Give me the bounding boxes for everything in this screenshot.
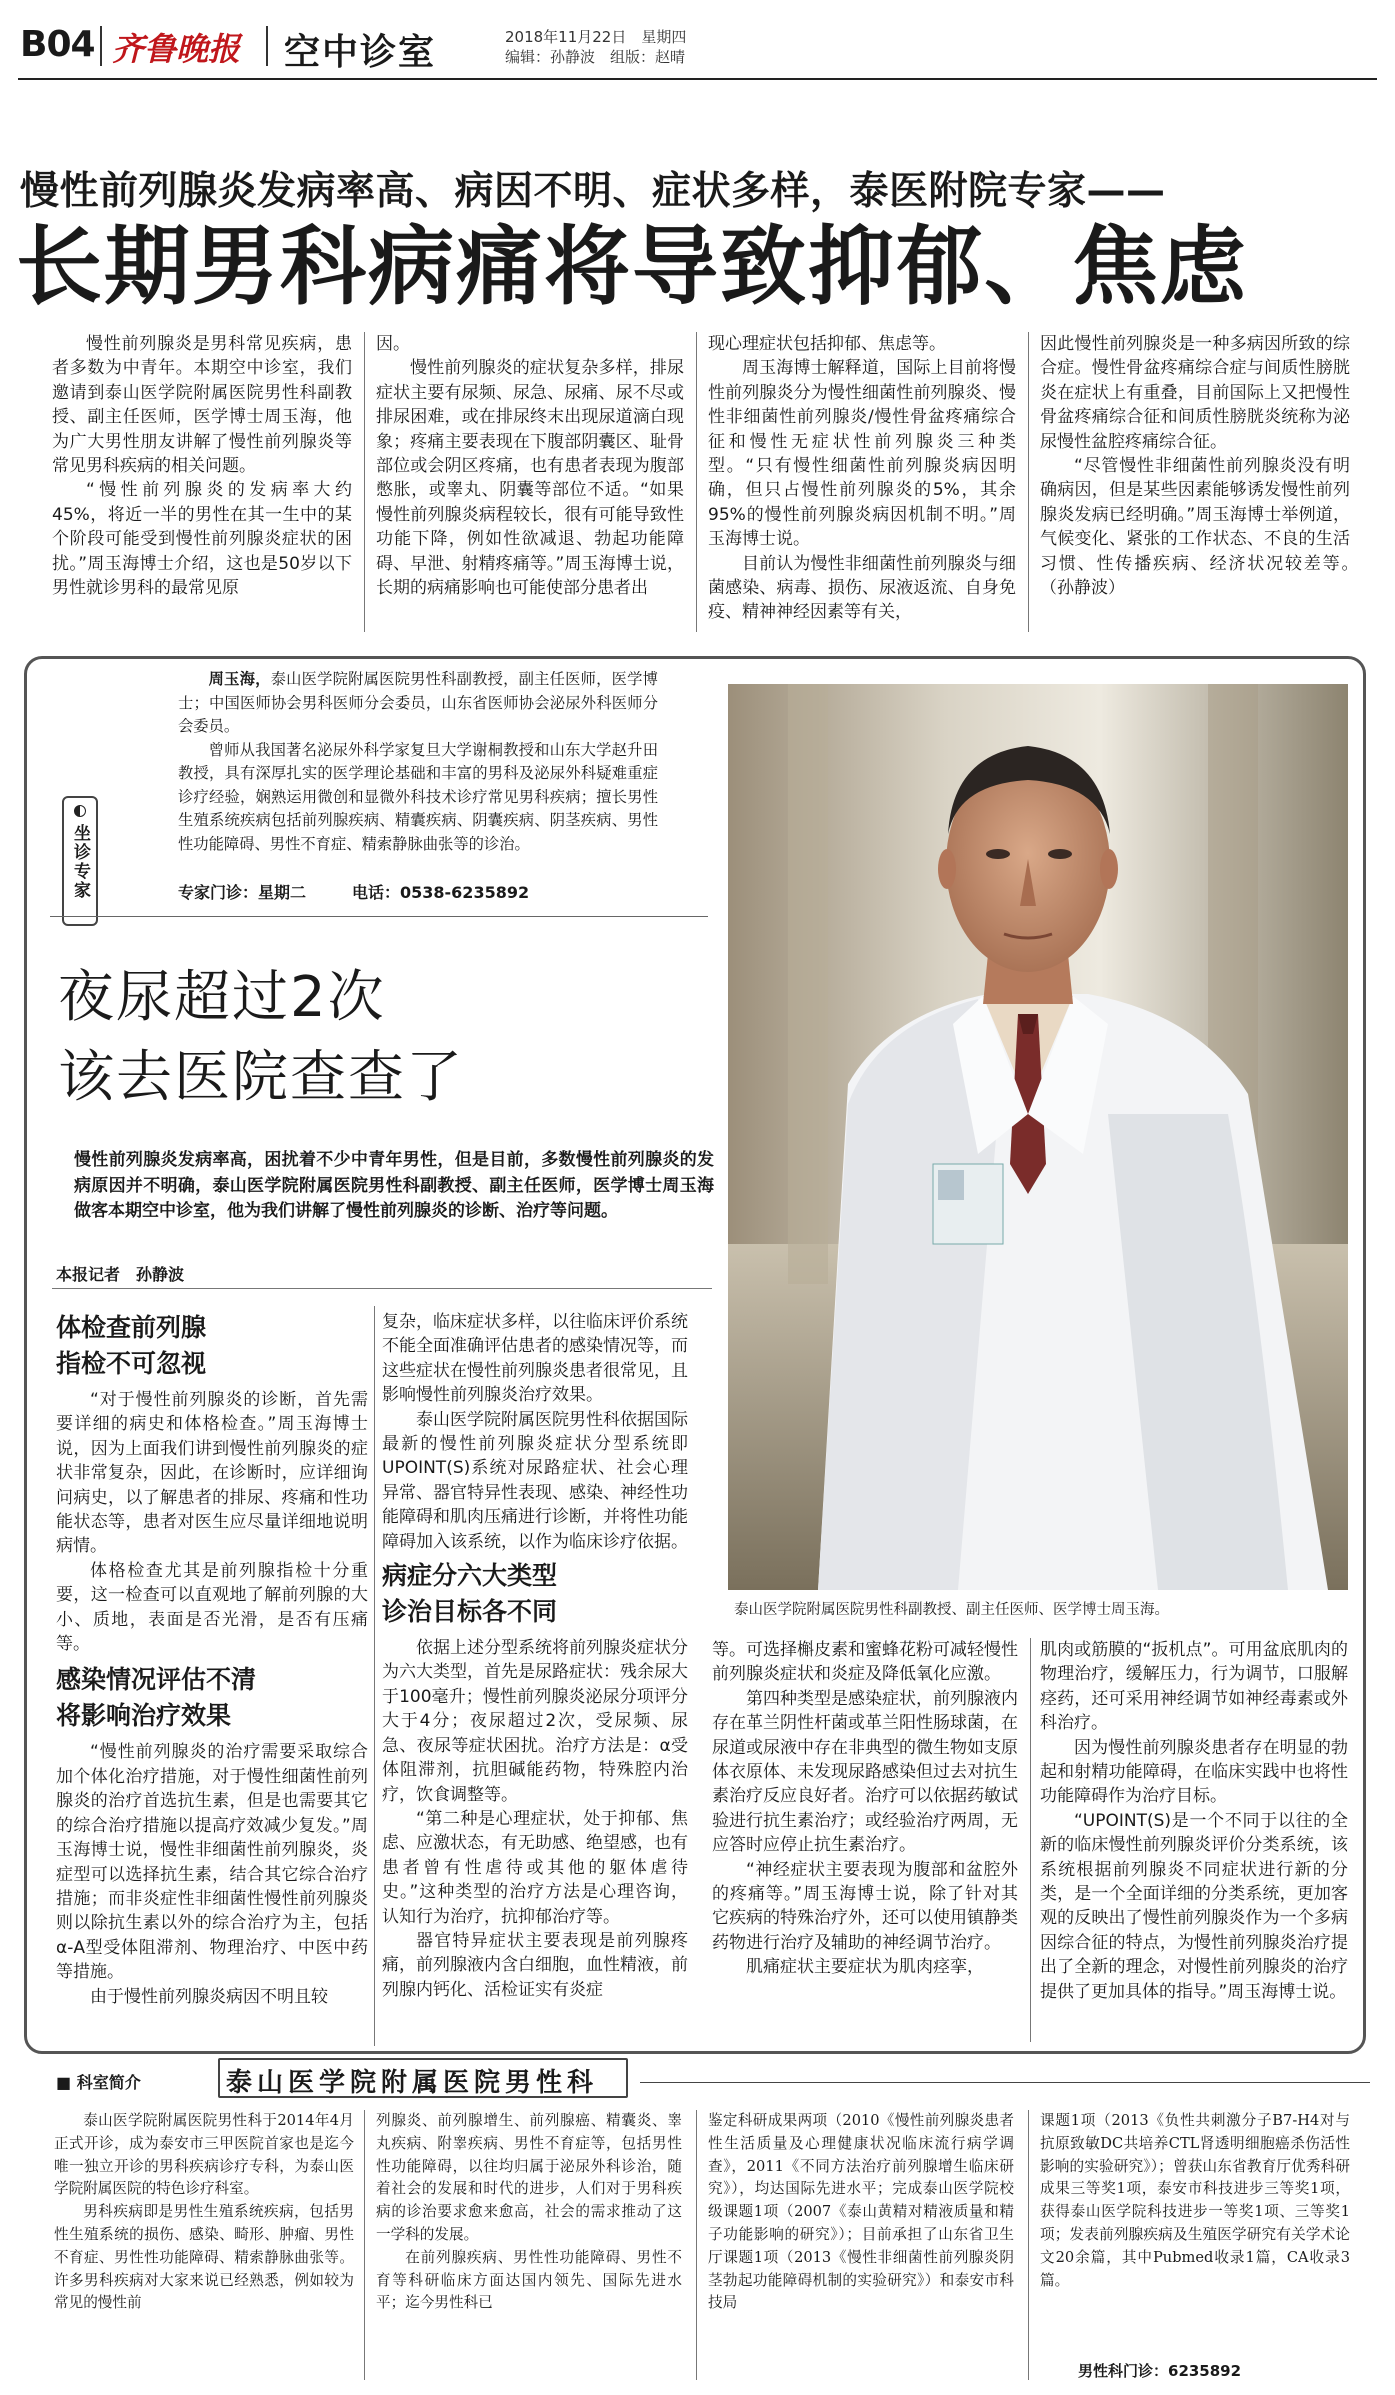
paragraph: “对于慢性前列腺炎的诊断，首先需要详细的病史和体格检查。”周玉海博士说，因为上面我们讲到慢性前列腺炎的症状非常复杂，因此，在诊断时，应详细询问病史，以了解患者的排尿、疼痛和性功能状态等，患者对医生应尽量详细地说明病情。 xyxy=(56,1390,368,1557)
paragraph: “UPOINT(S)是一个不同于以往的全新的临床慢性前列腺炎评价分类系统，该系统根据前列腺炎不同症状进行新的分类，是一个全面详细的分类系统，更加客观的反映出了慢性前列腺炎作为一个多病因综合征的特点，为慢性前列腺炎治疗提出了全新的理念，对慢性前列腺炎的治疗提供了更加具体的指导。”周玉海博士说。 xyxy=(1040,1810,1348,2002)
paragraph: “慢性前列腺炎的治疗需要采取综合加个体化治疗措施，对于慢性细菌性前列腺炎的治疗首选抗生素，但是也需要其它的综合治疗措施以提高疗效减少复发。”周玉海博士说，慢性非细菌性前列腺炎，炎症型可以选择抗生素，结合其它综合治疗措施；而非炎症性非细菌性慢性前列腺炎则以除抗生素以外的综合治疗为主，包括α-A型受体阻滞剂、物理治疗、中医中药等措施。 xyxy=(56,1742,368,1983)
paragraph: “慢性前列腺炎的发病率大约45%，将近一半的男性在其一生中的某个阶段可能受到慢性前列腺炎症状的困扰。”周玉海博士介绍，这也是50岁以下男性就诊男科的最常见原 xyxy=(52,480,352,599)
newspaper-logo: 齐鲁晚报 xyxy=(112,30,241,68)
paragraph: 慢性前列腺炎的症状复杂多样，排尿症状主要有尿频、尿急、尿痛、尿不尽或排尿困难，或在排尿终末出现尿道滴白现象；疼痛主要表现在下腹部阴囊区、耻骨部位或会阴区疼痛，也有患者表现为腹部憋胀，或睾丸、阴囊等部位不适。“如果慢性前列腺炎病程较长，很有可能导致性功能下降，例如性欲减退、勃起功能障碍、早泄、射精疼痛等。”周玉海博士说，长期的病痛影响也可能使部分患者出 xyxy=(376,358,684,599)
paragraph: 课题1项（2013《负性共刺激分子B7-H4对与抗原致敏DC共培养CTL肾透明细胞癌杀伤活性影响的实验研究》）；曾获山东省教育厅优秀科研成果三等奖1项，泰安市科技进步三等奖1项，获得泰山医学院科技进步一等奖1项、三等奖1项；发表前列腺疾病及生殖医学研究有关学术论文20余篇，其中Pubmed收录1篇，CA收录3篇。 xyxy=(1040,2112,1350,2289)
column-rule xyxy=(1030,1638,1031,2042)
feature-column-3 xyxy=(712,1638,1018,2050)
masthead-divider xyxy=(266,26,268,66)
paragraph: 周玉海博士解释道，国际上目前将慢性前列腺炎分为慢性细菌性前列腺炎、慢性非细菌性前列腺炎/慢性骨盆疼痛综合征和慢性无症状性前列腺炎三种类型。“只有慢性细菌性前列腺炎病因明确，但只占慢性前列腺炎的5%，其余95%的慢性前列腺炎病因机制不明。”周玉海博士说。 xyxy=(708,358,1016,550)
paragraph: 列腺炎、前列腺增生、前列腺癌、精囊炎、睾丸疾病、附睾疾病、男性不育症等，包括男性性功能障碍，以往均归属于泌尿外科诊治，随着社会的发展和时代的进步，人们对于男科疾病的诊治要求愈来愈高，社会的需求推动了这一学科的发展。 xyxy=(376,2112,682,2243)
paragraph: “尽管慢性非细菌性前列腺炎没有明确病因，但是某些因素能够诱发慢性前列腺炎发病已经明确。”周玉海博士举例道，气候变化、紧张的工作状态、不良的生活习惯、性传播疾病、经济状况较差等。 （孙静波） xyxy=(1040,456,1384,599)
paragraph: 器官特异症状主要表现是前列腺疼痛，前列腺液内含白细胞，血性精液，前列腺内钙化、活检证实有炎症 xyxy=(382,1930,688,2000)
doctor-photo xyxy=(728,684,1348,1590)
column-rule xyxy=(364,2110,365,2380)
feature-column-2 xyxy=(382,1310,688,2050)
bio-rule xyxy=(50,916,708,917)
subheading-line: 指检不可忽视 xyxy=(56,1349,207,1378)
department-column-2 xyxy=(376,2110,682,2382)
photo-caption: 泰山医学院附属医院男性科副教授、副主任医师、医学博士周玉海。 xyxy=(734,1602,1169,1618)
department-title: 泰山医学院附属医院男性科 xyxy=(226,2068,599,2098)
paragraph: 因此慢性前列腺炎是一种多病因所致的综合症。慢性骨盆疼痛综合症与间质性膀胱炎在症状上有重叠，目前国际上又把慢性骨盆疼痛综合征和间质性膀胱炎统称为泌尿慢性盆腔疼痛综合征。 xyxy=(1040,334,1350,452)
paragraph: 泰山医学院附属医院男性科依据国际最新的慢性前列腺炎症状分型系统即UPOINT(S)系统对尿路症状、社会心理异常、器官特异性表现、感染、神经性功能障碍和肌肉压痛进行诊断，并将性功能障碍加入该系统，以作为临床诊疗依据。 xyxy=(382,1409,688,1552)
page-number: B04 xyxy=(20,24,95,65)
subheading-line: 将影响治疗效果 xyxy=(56,1701,232,1731)
feature-column-4 xyxy=(1040,1638,1348,2050)
paragraph: 肌痛症状主要症状为肌肉痉挛， xyxy=(746,1957,984,1978)
feature-headline-line-1: 夜尿超过2次 xyxy=(58,965,386,1030)
department-rule xyxy=(640,2082,1370,2083)
doctor-name: 周玉海， xyxy=(208,670,271,688)
headline-kicker: 慢性前列腺炎发病率高、病因不明、症状多样，泰医附院专家—— xyxy=(20,169,1166,214)
department-column-1 xyxy=(54,2110,354,2382)
subheading xyxy=(382,1558,688,1630)
expert-sidebar-label xyxy=(62,796,98,926)
doctor-bio xyxy=(178,668,658,856)
column-rule xyxy=(1028,2110,1029,2380)
byline-rule xyxy=(52,1288,712,1289)
paragraph: 鉴定科研成果两项（2010《慢性前列腺炎患者性生活质量及心理健康状况临床流行病学调查》，2011《不同方法治疗前列腺增生临床研究》），均达国际先进水平；完成泰山医学院校级课题1项（2007《泰山黄精对精液质量和精子功能影响的研究》）；目前承担了山东省卫生厅课题1项（2013《慢性非细菌性前列腺炎阴茎勃起功能障碍机制的实验研究》）和泰安市科技局 xyxy=(708,2112,1014,2312)
feature-column-1 xyxy=(56,1310,368,2050)
paragraph: 由于慢性前列腺炎病因不明且较 xyxy=(90,1986,328,2007)
top-story-column-4 xyxy=(1040,332,1384,644)
paragraph: 第四种类型是感染症状，前列腺液内存在革兰阴性杆菌或革兰阳性肠球菌，在尿道或尿液中存在非典型的微生物如支原体衣原体、未发现尿路感染但过去对抗生素治疗反应良好者。治疗可以依据药敏试验进行抗生素治疗；或经验治疗两周，无应答时应停止抗生素治疗。 xyxy=(712,1688,1018,1856)
subheading-line: 病症分六大类型 xyxy=(382,1561,558,1591)
half-circle-icon xyxy=(74,805,86,817)
top-story-column-2 xyxy=(376,332,684,644)
issue-editors: 编辑：孙静波 组版：赵晴 xyxy=(505,48,686,66)
paragraph: 肌肉或筋膜的“扳机点”。可用盆底肌肉的物理治疗，缓解压力，行为调节，口服解痉药，还可采用神经调节如神经毒素或外科治疗。 xyxy=(1040,1640,1348,1734)
paragraph: 因为慢性前列腺炎患者存在明显的勃起和射精功能障碍，在临床实践中也将性功能障碍作为治疗目标。 xyxy=(1040,1737,1348,1807)
paragraph: 目前认为慢性非细菌性前列腺炎与细菌感染、病毒、损伤、尿液返流、自身免疫、精神神经因素等有关， xyxy=(708,553,1016,623)
sidebar-text: 坐诊专家 xyxy=(70,824,90,900)
paragraph: 复杂，临床症状多样，以往临床评价系统不能全面准确评估患者的感染情况等，而这些症状在慢性前列腺炎患者很常见，且影响慢性前列腺炎治疗效果。 xyxy=(382,1312,688,1406)
paragraph: 在前列腺疾病、男性性功能障碍、男性不育等科研临床方面达国内领先、国际先进水平；迄今男性科已 xyxy=(376,2248,682,2312)
feature-headline xyxy=(58,958,464,1118)
issue-date: 2018年11月22日 星期四 xyxy=(505,28,687,46)
paragraph: “第二种是心理症状，处于抑郁、焦虑、应激状态，有无助感、绝望感，也有患者曾有性虐待或其他的躯体虐待史。”这种类型的治疗方法是心理咨询，认知行为治疗，抗抑郁治疗等。 xyxy=(382,1808,688,1927)
section-title: 空中诊室 xyxy=(284,32,437,73)
bio-intro: 泰山医学院附属医院男性科副教授，副主任医师，医学博士；中国医师协会男科医师分会委员，山东省医师协会泌尿外科医师分会委员。 xyxy=(178,670,658,735)
masthead-divider xyxy=(100,26,102,66)
column-rule xyxy=(374,1306,375,2046)
subheading-line: 体检查前列腺 xyxy=(56,1313,207,1342)
column-rule xyxy=(696,332,697,632)
department-column-3 xyxy=(708,2110,1014,2382)
main-headline: 长期男科病痛将导致抑郁、焦虑 xyxy=(16,217,1248,317)
feature-headline-line-2: 该去医院查查了 xyxy=(58,1045,464,1110)
column-rule xyxy=(364,332,365,632)
paragraph: 男科疾病即是男性生殖系统疾病，包括男性生殖系统的损伤、感染、畸形、肿瘤、男性不育症、男性性功能障碍、精索静脉曲张等。许多男科疾病对大家来说已经熟悉，例如较为常见的慢性前 xyxy=(54,2203,354,2312)
paragraph: “神经症状主要表现为腹部和盆腔外的疼痛等。”周玉海博士说，除了针对其它疾病的特殊治疗外，还可以使用镇静类药物进行治疗及辅助的神经调节治疗。 xyxy=(712,1859,1018,1953)
top-story-column-3 xyxy=(708,332,1016,644)
department-tag: ■ 科室简介 xyxy=(56,2073,141,2092)
column-rule xyxy=(696,2110,697,2380)
subheading xyxy=(56,1662,368,1734)
masthead-rule xyxy=(18,78,1377,80)
department-column-4 xyxy=(1040,2110,1350,2360)
paragraph: 现心理症状包括抑郁、焦虑等。 xyxy=(708,334,946,354)
clinic-phone: 电话：0538-6235892 xyxy=(352,883,530,902)
paragraph: 依据上述分型系统将前列腺炎症状分为六大类型，首先是尿路症状：残余尿大于100毫升；慢性前列腺炎泌尿分项评分大于4分；夜尿超过2次，受尿频、尿急、夜尿等症状困扰。治疗方法是：α受体阻滞剂，抗胆碱能药物，特殊腔内治疗，饮食调整等。 xyxy=(382,1638,688,1805)
feature-lead: 慢性前列腺炎发病率高，困扰着不少中青年男性，但是目前，多数慢性前列腺炎的发病原因并不明确，泰山医学院附属医院男性科副教授、副主任医师，医学博士周玉海做客本期空中诊室，他为我们讲解了慢性前列腺炎的诊断、治疗等问题。 xyxy=(74,1150,714,1221)
column-rule xyxy=(1028,332,1029,632)
paragraph: 因。 xyxy=(376,334,410,354)
paragraph: 等。可选择槲皮素和蜜蜂花粉可减轻慢性前列腺炎症状和炎症及降低氧化应激。 xyxy=(712,1640,1018,1685)
department-contact: 男性科门诊：6235892 xyxy=(1078,2362,1242,2380)
paragraph: 慢性前列腺炎是男科常见疾病，患者多数为中青年。本期空中诊室，我们邀请到泰山医学院附属医院男性科副教授、副主任医师，医学博士周玉海，他为广大男性朋友讲解了慢性前列腺炎等常见男科疾病的相关问题。 xyxy=(52,334,352,477)
byline: 本报记者 孙静波 xyxy=(56,1265,185,1284)
paragraph: 泰山医学院附属医院男性科于2014年4月正式开诊，成为泰安市三甲医院首家也是迄今唯一独立开诊的男科疾病诊疗专科，为泰山医学院附属医院的特色诊疗科室。 xyxy=(54,2112,354,2198)
subheading-line: 诊治目标各不同 xyxy=(382,1597,558,1627)
bio-experience: 曾师从我国著名泌尿外科学家复旦大学谢桐教授和山东大学赵升田教授，具有深厚扎实的医学理论基础和丰富的男科及泌尿外科疑难重症诊疗经验，娴熟运用微创和显微外科技术诊疗常见男科疾病；擅长男性生殖系统疾病包括前列腺疾病、精囊疾病、阴囊疾病、阴茎疾病、男性性功能障碍、男性不育症、精索静脉曲张等的诊治。 xyxy=(178,740,658,853)
clinic-hours: 专家门诊：星期二 xyxy=(178,883,307,902)
paragraph: 体格检查尤其是前列腺指检十分重要，这一检查可以直观地了解前列腺的大小、质地，表面是否光滑，是否有压痛等。 xyxy=(56,1560,368,1655)
top-story-column-1 xyxy=(52,332,352,644)
subheading-line: 感染情况评估不清 xyxy=(56,1665,257,1695)
doctor-portrait-image xyxy=(728,684,1348,1590)
subheading xyxy=(56,1310,368,1382)
